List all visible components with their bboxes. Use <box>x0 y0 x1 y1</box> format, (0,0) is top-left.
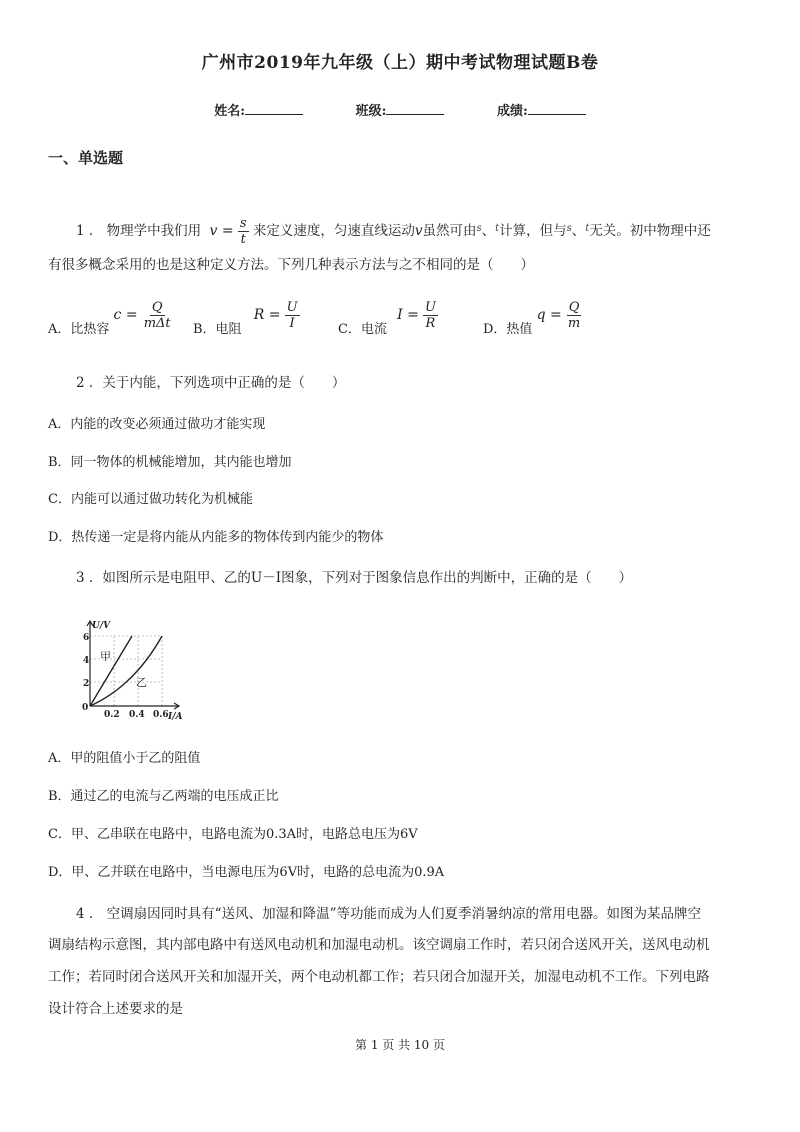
question-2-stem: 2 ．关于内能，下列选项中正确的是（ ） <box>76 375 346 391</box>
x-axis-label: I/A <box>168 712 183 722</box>
y-tick-6: 6 <box>83 633 90 643</box>
question-4-line-2: 调扇结构示意图，其内部电路中有送风电动机和加湿电动机。该空调扇工作时，若只闭合送风开关，送风电动机 <box>48 937 710 953</box>
q1-option-d[interactable]: D．热值 q = $\frac{Q}{m}$ <box>483 300 581 337</box>
x-tick-0.2: 0.2 <box>104 710 120 720</box>
name-field: 姓名: <box>214 100 303 119</box>
q1-option-a[interactable]: A．比热容 c = $\frac{Q}{\text{mΔt}}$ <box>48 300 171 337</box>
curve-jia <box>90 636 132 706</box>
q2-option-a[interactable]: A．内能的改变必须通过做功才能实现 <box>48 417 266 432</box>
ui-graph <box>74 616 194 724</box>
q1-option-c[interactable]: C．电流 I = $\frac{U}{R}$ <box>338 300 436 337</box>
label-yi: 乙 <box>136 676 147 689</box>
q1-option-b[interactable]: B．电阻 R = $\frac{U}{I}$ <box>193 300 298 337</box>
y-axis-label: U/V <box>92 621 111 631</box>
question-4-line-3: 工作；若同时闭合送风开关和加湿开关，两个电动机都工作；若只闭合加湿开关，加湿电动机不工作。下列电路 <box>48 969 710 985</box>
question-4-line-1: 4 ． 空调扇因同时具有“送风、加湿和降温”等功能而成为人们夏季消暑纳凉的常用电器。如图为某品牌空 <box>76 906 701 922</box>
question-3-stem: 3 ．如图所示是电阻甲、乙的U－I图象，下列对于图象信息作出的判断中，正确的是（ ） <box>76 570 633 586</box>
origin-label: 0 <box>82 703 89 713</box>
question-1-line-2: 有很多概念采用的也是这种定义方法。下列几种表示方法与之不相同的是（ ） <box>48 257 534 273</box>
score-field: 成绩: <box>497 100 586 119</box>
class-field: 班级: <box>356 100 445 119</box>
label-jia: 甲 <box>100 650 111 663</box>
question-4-line-4: 设计符合上述要求的是 <box>48 1001 183 1017</box>
y-tick-2: 2 <box>83 679 90 689</box>
q3-option-a[interactable]: A．甲的阻值小于乙的阻值 <box>48 751 201 766</box>
page-title: 广州市2019年九年级（上）期中考试物理试题B卷 <box>201 53 599 73</box>
q2-option-d[interactable]: D．热传递一定是将内能从内能多的物体传到内能少的物体 <box>48 530 384 545</box>
question-1-line-1: 1 ． 物理学中我们用 v = $\frac{s}{t}$ 来定义速度，匀速直线运动v虽然可由$^s$、$^t$计算，但与$^s$、$^t$无关。初中物理中还 <box>76 216 711 247</box>
section-heading: 一、单选题 <box>48 149 124 167</box>
y-tick-4: 4 <box>83 656 90 666</box>
x-tick-0.6: 0.6 <box>153 710 169 720</box>
q3-option-c[interactable]: C．甲、乙串联在电路中，电路电流为0.3A时，电路总电压为6V <box>48 827 418 842</box>
q2-option-b[interactable]: B．同一物体的机械能增加，其内能也增加 <box>48 455 292 470</box>
x-tick-0.4: 0.4 <box>129 710 145 720</box>
velocity-formula: $\frac{s}{t}$ <box>239 216 247 247</box>
q3-option-b[interactable]: B．通过乙的电流与乙两端的电压成正比 <box>48 789 279 804</box>
student-info <box>0 100 800 119</box>
page-footer: 第 1 页 共 10 页 <box>355 1038 445 1052</box>
q3-option-d[interactable]: D．甲、乙并联在电路中，当电源电压为6V时，电路的总电流为0.9A <box>48 865 445 880</box>
q2-option-c[interactable]: C．内能可以通过做功转化为机械能 <box>48 492 253 507</box>
